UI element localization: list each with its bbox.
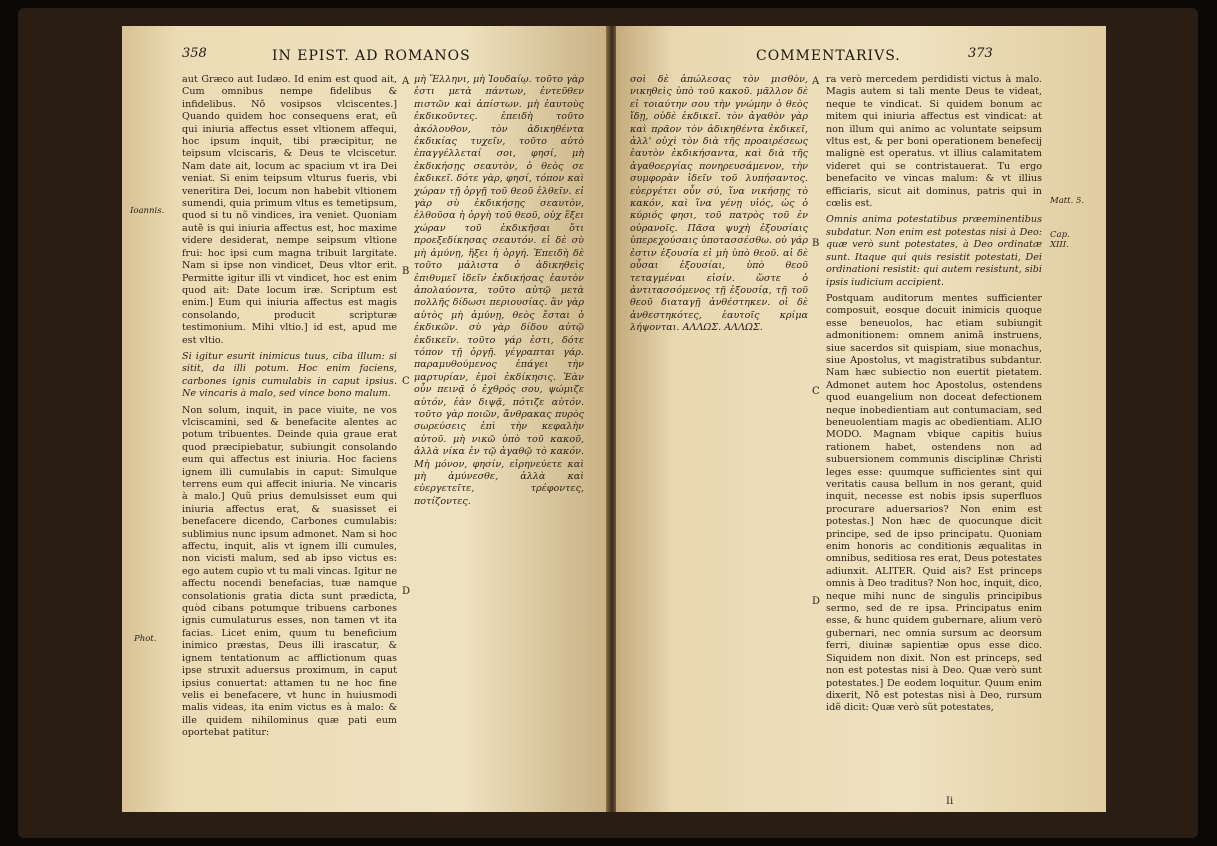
right-greek-column: σοὶ δὲ ἀπώλεσας τὸν μισθὸν, νικηθεὶς ὑπὸ τοῦ κακοῦ. μᾶλλον δὲ εἰ τοιαύτην σου τὴν γνώμην ὁ θεὸς ἴδῃ, οὐδὲ ἐκδικεῖ. τὸν ἀγαθὸν γὰρ καὶ πρᾶον τὸν ἀδικηθέντα ἐκδικεῖ, ἀλλ' οὐχὶ τὸν διὰ τῆς προαιρέσεως ἑαυτὸν ἐκδικήσαντα, καὶ διὰ τῆς ἀγαθοεργίας πονηρευσάμενον, τὴν συμφορὰν ἰδεῖν τοῦ λυπήσαντος. εὐεργέτει οὖν σύ, ἵνα νικήσῃς τὸ κακόν, καὶ ἵνα γένῃ υἱός, ὡς ὁ κύριός φησι, τοῦ πατρὸς τοῦ ἐν οὐρανοῖς. Πᾶσα ψυχὴ ἐξουσίαις ὑπερεχούσαις ὑποτασσέσθω. οὐ γάρ ἐστιν ἐξουσία εἰ μὴ ὑπὸ θεοῦ. αἱ δὲ οὖσαι ἐξουσίαι, ὑπὸ θεοῦ τεταγμέναι εἰσίν. ὥστε ὁ ἀντιτασσόμενος τῇ ἐξουσίᾳ, τῇ τοῦ θεοῦ διαταγῇ ἀνθέστηκεν. οἱ δὲ ἀνθεστηκότες, ἑαυτοῖς κρίμα λήψονται. ΑΛΛΩΣ. ΑΛΛΩΣ.	[630, 74, 808, 334]
right-page-number: 373	[968, 46, 993, 61]
margin-note: Cap. XIII.	[1050, 230, 1070, 250]
right-latin-paragraph: ra verò mercedem perdidisti victus à malo. Magis autem si tali mente Deus te videat, neque te vindicat. Si quidem bonum ac mitem qui iniuria affectus est vindicat: at non illum qui animo ac voluntate seipsum vltus est, & per boni operationem benefecij malignè est operatus. vt illius calamitatem videret qui se contristauerat. Tu ergo benefacito ve vincas malum: & vt illius efficiaris, sicut ait dominus, patris qui in cœlis est.	[826, 74, 1042, 210]
left-page	[122, 26, 608, 812]
catchword: Ii	[946, 796, 954, 807]
side-letter: B	[402, 266, 410, 277]
left-latin-paragraph: aut Græco aut Iudæo. Id enim est quod ait, Cum omnibus nempe fidelibus & infidelibus. Nõ vosipsos vlciscentes.] Quando quidem hoc consequens erat, eũ qui iniuria affectus esset vltionem affequi, hoc ipsum inquit, tibi præcipitur, ne teipsum vlciscaris, & Deus te vlciscetur. Nam date ait, locum ac spacium vt ira Dei veniat. Si enim teipsum vlturus fueris, vbi veneritira Dei, locum non habebit vltionem sumendi, quia primum vltus es temetipsum, quod si tu nõ vindices, ira veniet. Quoniam autẽ is qui iniuria affectus est, hoc maxime videre desiderat, nempe seipsum vltione frui: hoc ipsi cum magna tribuit largitate. Nam si ipse non vindicet, Deus vltor erit. Permitte igitur illi vt vindicet, hoc est enim quod ait: Date locum iræ. Scriptum est enim.] Eum qui iniuria affectus est magis consolando, producit scripturæ testimonium. Mihi vltio.] id est, apud me est vltio.	[182, 74, 397, 346]
right-page-header: COMMENTARIVS.	[756, 48, 901, 64]
side-letter: D	[812, 596, 821, 607]
margin-note: Phot.	[134, 634, 157, 644]
left-page-number: 358	[182, 46, 207, 61]
side-letter: B	[812, 238, 820, 249]
right-latin-paragraph: Postquam auditorum mentes sufficienter composuit, eosque docuit inimicis quoque esse beneuolos, hac etiam subiungit admonitionem: omnem animã instruens, siue sacerdos sit quispiam, siue monachus, siue Apostolus, vt magistratibus subdantur. Nam hæc subiectio non euertit pietatem. Admonet autem hoc Apostolus, ostendens quod euangelium non doceat defectionem neque inobedientiam aut contumaciam, sed beneuolentiam magis ac obedientiam. ALIO MODO. Magnam vbique capitis huius rationem habet, ostendens non ad subuersionem communis disciplinæ Christi leges esse: quumque sufficientes sint qui veritatis causa bellum in nos gerant, quid inquit, necesse est nobis ipsis superfluos procurare aduersarios? Non enim est potestas.] Non hæc de quocunque dicit principe, sed de ipso principatu. Quoniam enim honoris ac conditionis æqualitas in omnibus, seditiosa res erat, Deus potestates adiunxit. ALITER. Quid ais? Est princeps omnis à Deo traditus? Non hoc, inquit, dico, neque mihi nunc de singulis principibus sermo, sed de re ipsa. Principatus enim esse, & hunc quidem gubernare, alium verò gubernari, nec omnia sursum ac deorsum ferri, diuinæ sapientiæ opus esse dico. Siquidem non dixit. Non est princeps, sed non est potestas nisi à Deo. Quæ verò sunt potestates.] De eodem loquitur. Quum enim dixerit, Nõ est potestas nisi à Deo, rursum idẽ dicit: Quæ verò sũt potestates,	[826, 292, 1042, 714]
side-letter: A	[812, 76, 820, 87]
right-latin-paragraph: Omnis anima potestatibus præeminentibus subdatur. Non enim est potestas nisi à Deo: quæ verò sunt potestates, à Deo ordinatæ sunt. Itaque qui quis resistit potestati, Dei ordinationi resistit: qui autem resistunt, sibi ipsis iudicium accipient.	[826, 214, 1042, 288]
side-letter: A	[402, 76, 410, 87]
side-letter: D	[402, 586, 411, 597]
side-letter: C	[812, 386, 820, 397]
margin-note: Ioannis.	[130, 206, 165, 216]
right-page	[616, 26, 1106, 812]
left-latin-paragraph: Si igitur esurit inimicus tuus, ciba illum: si sitit, da illi potum. Hoc enim faciens, carbones ignis cumulabis in caput ipsius. Ne vincaris à malo, sed vince bono malum.	[182, 350, 397, 400]
left-greek-column: μὴ Ἕλληνι, μὴ Ἰουδαίῳ. τοῦτο γὰρ ἐστι μετὰ πάντων, ἐντεῦθεν πιστῶν καὶ ἀπίστων. μὴ ἑαυτοὺς ἐκδικοῦντες. ἐπειδὴ τοῦτο ἀκόλουθον, τὸν ἀδικηθέντα ἐκδικίας τυχεῖν, τοῦτο αὐτὸ ἐπαγγέλλεταί σοι, φησί, μὴ ἐκδικήσῃς σεαυτὸν, ὁ θεὸς σε ἐκδικεῖ. δότε γὰρ, φησί, τόπον καὶ χώραν τῇ ὀργῇ τοῦ θεοῦ ἐλθεῖν. εἰ γὰρ σὺ ἐκδικήσῃς σεαυτὸν, ἐλθοῦσα ἡ ὀργὴ τοῦ θεοῦ, οὐχ ἕξει χώραν τοῦ ἐκδικῆσαι ὅτι προεξεδίκησας σεαυτόν. εἰ δὲ σὺ μὴ ἀμύνῃ, ἥξει ἡ ὀργή. Ἐπειδὴ δὲ τοῦτο μάλιστα ὁ ἀδικηθεὶς ἐπιθυμεῖ ἰδεῖν ἐκδικήσας ἑαυτὸν ἀπολαύοντα, τοῦτο αὐτῷ μετὰ πολλῆς δίδωσι περιουσίας. ἂν γὰρ αὐτὸς μὴ ἀμύνῃ, θεὸς ἔσται ὁ ἐκδικῶν. σὺ γὰρ δίδου αὐτῷ ἐκδικεῖν. τοῦτο γάρ ἐστι, δότε τόπον τῇ ὀργῇ. γέγραπται γάρ. παραμυθούμενος ἐπάγει τὴν μαρτυρίαν, ἐμοὶ ἐκδίκησις. Ἐὰν οὖν πεινᾷ ὁ ἐχθρός σου, ψώμιζε αὐτόν, ἐὰν διψᾷ, πότιζε αὐτόν. τοῦτο γὰρ ποιῶν, ἄνθρακας πυρὸς σωρεύσεις ἐπὶ τὴν κεφαλὴν αὐτοῦ. μὴ νικῶ ὑπὸ τοῦ κακοῦ, ἀλλὰ νίκα ἐν τῷ ἀγαθῷ τὸ κακόν. Μὴ μόνον, φησίν, εἰρηνεύετε καὶ μὴ ἀμύνεσθε, ἀλλὰ καὶ εὐεργετεῖτε, τρέφοντες, ποτίζοντες.	[414, 74, 584, 507]
side-letter: C	[402, 376, 410, 387]
left-page-header: IN EPIST. AD ROMANOS	[272, 48, 471, 64]
margin-note: Matt. 5.	[1050, 196, 1085, 206]
right-latin-column	[826, 74, 1042, 796]
left-latin-column	[182, 74, 397, 804]
left-latin-paragraph: Non solum, inquit, in pace viuite, ne vos vlciscamini, sed & benefacite alentes ac potum tribuentes. Deinde quia graue erat quod præcipiebatur, subiungit consolando eum qui affectus est iniuria. Hoc faciens ignem illi cumulabis in caput: Simulque terrens eum qui affecit iniuria. Ne vincaris à malo.] Quũ prius demulsisset eum qui iniuria affectus erat, & suasisset ei benefacere dicendo, Carbones cumulabis: sublimius nunc ipsum admonet. Nam si hoc affectu, inquit, alis vt ignem illi cumules, non vicisti malum, sed ab ipso victus es: ego autem cupio vt tu mali vincas. Igitur ne affectu nocendi benefacias, tuæ namque consolationis gratia dicta sunt prædicta, quòd cibans potumque tribuens carbones ignis cumulaturus esses, non tamen vt ita facias. Licet enim, quum tu beneficium inimico præstas, Deus illi irascatur, & ignem tentationum ac afflictionum quas ipse struxit aduersus proximum, in caput ipsius conuertat: attamen tu ne hoc fine velis ei benefacere, vt hunc in huiusmodi malis videas, ita enim victus es à malo: & ille quidem nihilominus quæ pati eum oportebat patitur:	[182, 404, 397, 739]
